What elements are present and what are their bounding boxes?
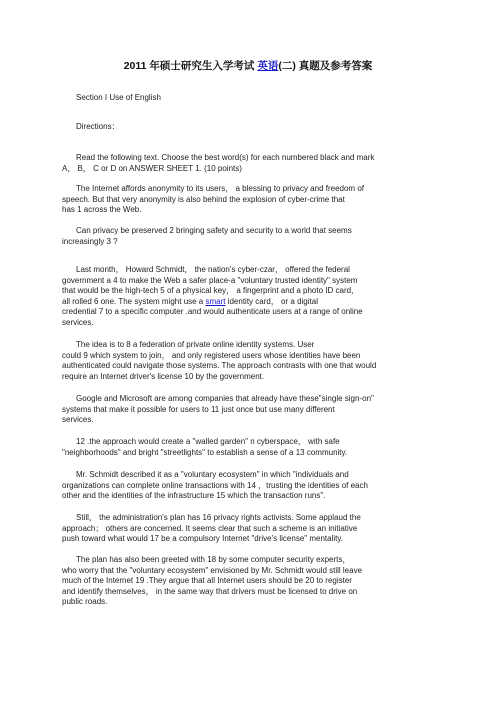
- document-title: [0, 58, 496, 73]
- title-suffix: (二) 真题及参考答案: [278, 60, 373, 72]
- instructions-paragraph: Read the following text. Choose the best word(s) for each numbered black and mark A， B， C or D on ANSWER SHEET 1. (10 points): [62, 153, 375, 173]
- paragraph-5: Google and Microsoft are among companies that already have these"single sign-on" systems that make it possible for users to 11 just once but use many different services.: [62, 394, 374, 424]
- paragraph-1: The Internet affords anonymity to its users， a blessing to privacy and freedom of speech. But that very anonymity is also behind the explosion of cyber-crime that has 1 across the Web.: [62, 184, 364, 214]
- paragraph-9: The plan has also been greeted with 18 by some computer security experts， who worry that the "voluntary ecosystem" envisioned by Mr. Schmidt would still leave much of the Internet 19 .They argue that all Internet users should be 20 to register and identify themselves， in the same way that drivers must be licensed to drive on public roads.: [62, 555, 363, 606]
- paragraph-2: Can privacy be preserved 2 bringing safety and security to a world that seems increasingly 3 ?: [62, 226, 352, 246]
- paragraph-7: Mr. Schmidt described it as a "voluntary ecosystem" in which "individuals and organizations can complete online transactions with 14 ，trusting the identities of each other and the identities of the infrastructure 15 which the transaction runs".: [62, 470, 368, 500]
- title-link-english[interactable]: 英语: [257, 60, 279, 72]
- paragraph-6: 12 .the approach would create a "walled garden" n cyberspace， with safe "neighborhoods" and bright "streetlights" to establish a sense of a 13 community.: [62, 437, 348, 457]
- smart-link[interactable]: smart: [205, 296, 226, 306]
- title-prefix: 2011 年硕士研究生入学考试: [123, 60, 258, 72]
- paragraph-4: The idea is to 8 a federation of private online identity systems. User could 9 which system to join， and only registered users whose identities have been authenticated could navigate those systems. The approach contrasts with one that would require an Internet driver's license 10 by the government.: [62, 340, 377, 381]
- directions-label: Directions：: [76, 122, 120, 131]
- section-heading: Section I Use of English: [76, 93, 161, 102]
- paragraph-3: Last month， Howard Schmidt， the nation's cyber-czar， offered the federal government a 4 to make the Web a safer place-a "voluntary trusted identity" system that would be the high-tech 5 of a physical key， a fingerprint and a photo ID card， all rolled 6 one. The system might use a smart identity card， or a digital credential 7 to a specific computer .and would authenticate users at a range of online services.: [62, 265, 363, 327]
- paragraph-8: Still， the administration's plan has 16 privacy rights activists. Some applaud the approach； others are concerned. It seems clear that such a scheme is an initiative push toward what would 17 be a compulsory Internet "drive's license" mentality.: [62, 513, 361, 543]
